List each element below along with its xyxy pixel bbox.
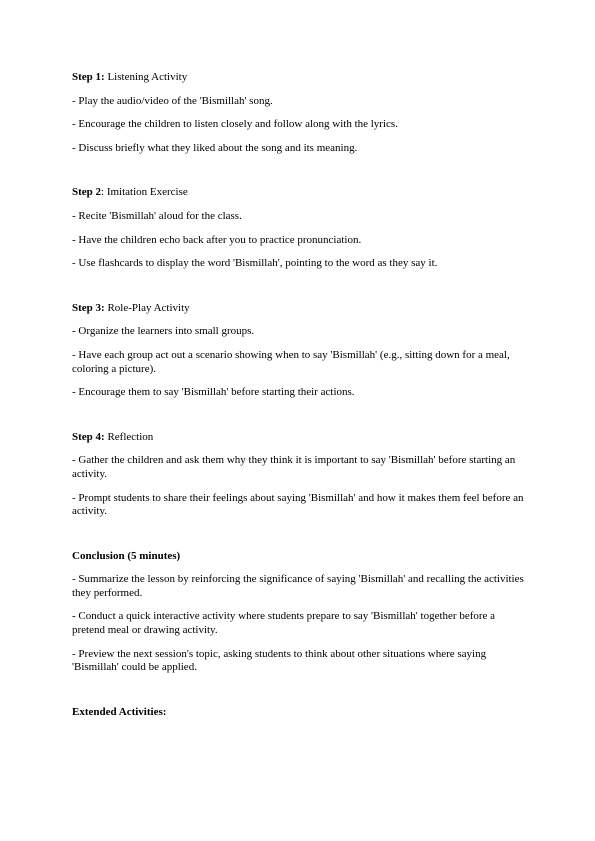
list-item: - Have the children echo back after you to practice pronunciation. — [72, 233, 362, 246]
heading-bold: Step 2 — [72, 186, 102, 199]
section-step-3 — [72, 302, 524, 400]
list-item: - Encourage the children to listen closely and follow along with the lyrics. — [72, 118, 398, 131]
list-item: - Have each group act out a scenario showing when to say 'Bismillah' (e.g., sitting down for a meal, coloring a picture). — [72, 348, 510, 375]
list-item: - Summarize the lesson by reinforcing the significance of saying 'Bismillah' and recalling the activities they performed. — [72, 573, 524, 599]
list-item: - Play the audio/video of the 'Bismillah' song. — [72, 94, 273, 107]
section-step-2 — [72, 186, 524, 270]
heading-bold: Extended Activities: — [72, 705, 167, 718]
list-item: - Recite 'Bismillah' aloud for the class. — [72, 209, 242, 222]
section-heading — [72, 71, 524, 85]
heading-bold: Conclusion (5 minutes) — [72, 549, 181, 562]
list-item: - Discuss briefly what they liked about the song and its meaning. — [72, 141, 358, 154]
heading-text: : Imitation Exercise — [101, 186, 188, 199]
section-extended-activities — [72, 706, 524, 720]
heading-text: Reflection — [104, 430, 154, 443]
heading-bold: Step 4: — [72, 430, 105, 443]
list-item: - Use flashcards to display the word 'Bismillah', pointing to the word as they say it. — [72, 257, 438, 270]
section-heading — [72, 550, 524, 564]
section-heading — [72, 302, 524, 316]
section-heading — [72, 186, 524, 200]
section-conclusion — [72, 550, 524, 675]
heading-text: Role-Play Activity — [104, 301, 190, 314]
document-page — [72, 71, 524, 750]
section-step-1 — [72, 71, 524, 155]
list-item: - Conduct a quick interactive activity where students prepare to say 'Bismillah' together before a pretend meal or drawing activity. — [72, 610, 496, 637]
list-item: - Prompt students to share their feelings about saying 'Bismillah' and how it makes them feel before an activity. — [72, 491, 524, 518]
heading-text: Listening Activity — [104, 71, 188, 83]
section-heading — [72, 431, 524, 445]
list-item: - Preview the next session's topic, asking students to think about other situations where saying 'Bismillah' could be applied. — [72, 647, 487, 674]
heading-bold: Step 1: — [72, 71, 105, 83]
section-step-4 — [72, 431, 524, 519]
heading-bold: Step 3: — [72, 301, 105, 314]
list-item: - Organize the learners into small groups. — [72, 325, 255, 338]
section-heading — [72, 706, 524, 720]
list-item: - Encourage them to say 'Bismillah' before starting their actions. — [72, 386, 355, 399]
list-item: - Gather the children and ask them why they think it is important to say 'Bismillah' before starting an activity. — [72, 454, 516, 480]
